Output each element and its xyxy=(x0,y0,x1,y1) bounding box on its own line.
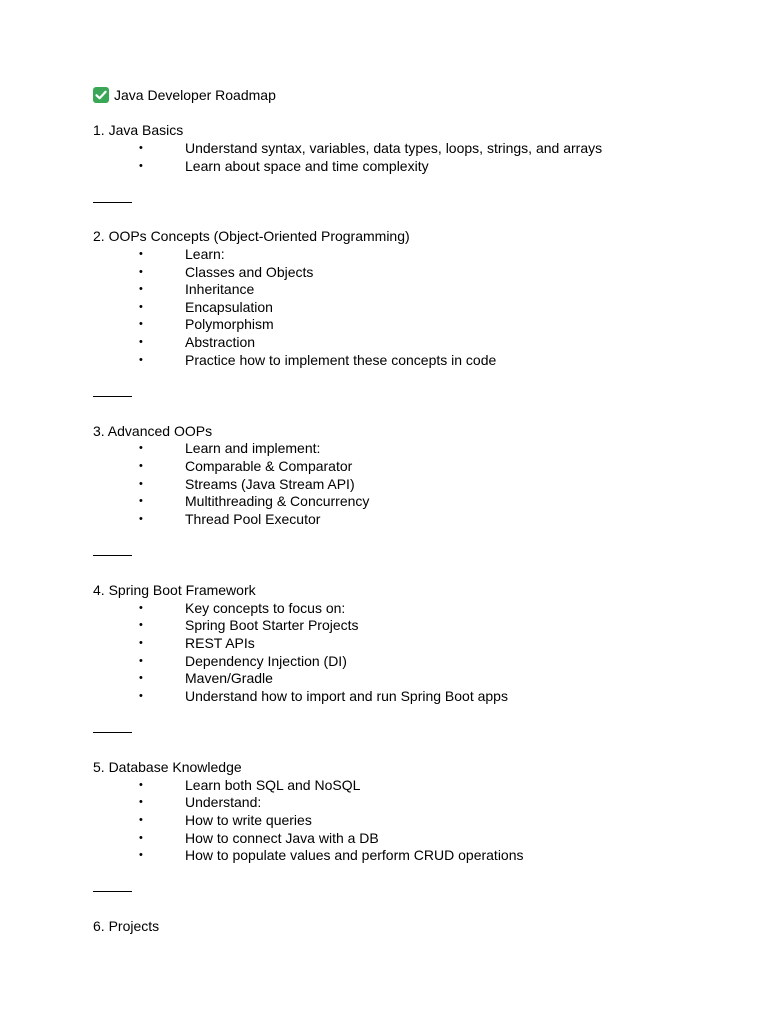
bullet-marker: • xyxy=(139,142,143,154)
list-item-text: Learn about space and time complexity xyxy=(185,158,429,174)
list-item-text: Learn both SQL and NoSQL xyxy=(185,777,361,793)
bullet-marker: • xyxy=(139,442,143,454)
list-item-text: Dependency Injection (DI) xyxy=(185,653,347,669)
bullet-marker: • xyxy=(139,460,143,472)
check-mark-icon xyxy=(93,87,109,103)
list-item xyxy=(0,139,768,157)
section-divider xyxy=(93,202,132,203)
bullet-marker: • xyxy=(139,779,143,791)
bullet-marker: • xyxy=(139,495,143,507)
list-item xyxy=(0,776,768,794)
section-heading: 6. Projects xyxy=(93,918,160,934)
section-heading: 5. Database Knowledge xyxy=(93,759,242,775)
list-item xyxy=(0,687,768,705)
list-item xyxy=(0,829,768,847)
bullet-marker: • xyxy=(139,160,143,172)
document-title xyxy=(93,86,276,104)
bullet-marker: • xyxy=(139,849,143,861)
bullet-marker: • xyxy=(139,248,143,260)
section-divider xyxy=(93,396,132,397)
list-item-text: Learn: xyxy=(185,246,225,262)
list-item xyxy=(0,811,768,829)
list-item-text: Spring Boot Starter Projects xyxy=(185,617,359,633)
list-item-text: Multithreading & Concurrency xyxy=(185,493,370,509)
list-item-text: Streams (Java Stream API) xyxy=(185,476,355,492)
list-item-text: Maven/Gradle xyxy=(185,670,273,686)
bullet-marker: • xyxy=(139,354,143,366)
list-item xyxy=(0,669,768,687)
bullet-marker: • xyxy=(139,814,143,826)
list-item-text: Comparable & Comparator xyxy=(185,458,353,474)
list-item-text: Inheritance xyxy=(185,281,255,297)
section-divider xyxy=(93,732,132,733)
bullet-marker: • xyxy=(139,283,143,295)
list-item xyxy=(0,492,768,510)
document-title-text: Java Developer Roadmap xyxy=(114,87,276,103)
list-item-text: Understand: xyxy=(185,794,262,810)
list-item-text: Abstraction xyxy=(185,334,256,350)
section-heading: 4. Spring Boot Framework xyxy=(93,582,256,598)
list-item xyxy=(0,280,768,298)
list-item xyxy=(0,652,768,670)
list-item-text: Understand how to import and run Spring Boot apps xyxy=(185,688,508,704)
bullet-marker: • xyxy=(139,266,143,278)
list-item-text: Thread Pool Executor xyxy=(185,511,321,527)
bullet-marker: • xyxy=(139,796,143,808)
bullet-marker: • xyxy=(139,832,143,844)
list-item xyxy=(0,245,768,263)
list-item-text: Encapsulation xyxy=(185,299,273,315)
list-item xyxy=(0,510,768,528)
bullet-marker: • xyxy=(139,513,143,525)
list-item xyxy=(0,457,768,475)
list-item xyxy=(0,475,768,493)
section-heading: 1. Java Basics xyxy=(93,122,184,138)
bullet-marker: • xyxy=(139,672,143,684)
list-item-text: REST APIs xyxy=(185,635,255,651)
list-item-text: Key concepts to focus on: xyxy=(185,600,346,616)
list-item xyxy=(0,298,768,316)
list-item-text: How to connect Java with a DB xyxy=(185,830,379,846)
list-item-text: Polymorphism xyxy=(185,316,274,332)
list-item xyxy=(0,157,768,175)
list-item-text: Learn and implement: xyxy=(185,440,321,456)
list-item-text: How to populate values and perform CRUD operations xyxy=(185,847,524,863)
bullet-marker: • xyxy=(139,336,143,348)
list-item xyxy=(0,263,768,281)
bullet-marker: • xyxy=(139,690,143,702)
section-divider xyxy=(93,891,132,892)
bullet-marker: • xyxy=(139,318,143,330)
section-heading: 2. OOPs Concepts (Object-Oriented Programming) xyxy=(93,228,410,244)
list-item xyxy=(0,333,768,351)
bullet-marker: • xyxy=(139,619,143,631)
list-item-text: Practice how to implement these concepts in code xyxy=(185,352,497,368)
list-item xyxy=(0,439,768,457)
list-item-text: Classes and Objects xyxy=(185,264,314,280)
bullet-marker: • xyxy=(139,637,143,649)
list-item xyxy=(0,599,768,617)
list-item xyxy=(0,793,768,811)
list-item xyxy=(0,634,768,652)
section-heading: 3. Advanced OOPs xyxy=(93,423,213,439)
list-item-text: Understand syntax, variables, data types, loops, strings, and arrays xyxy=(185,140,603,156)
bullet-marker: • xyxy=(139,478,143,490)
bullet-marker: • xyxy=(139,301,143,313)
bullet-marker: • xyxy=(139,602,143,614)
section-divider xyxy=(93,555,132,556)
list-item xyxy=(0,616,768,634)
bullet-marker: • xyxy=(139,655,143,667)
list-item xyxy=(0,315,768,333)
list-item xyxy=(0,351,768,369)
list-item-text: How to write queries xyxy=(185,812,312,828)
list-item xyxy=(0,846,768,864)
